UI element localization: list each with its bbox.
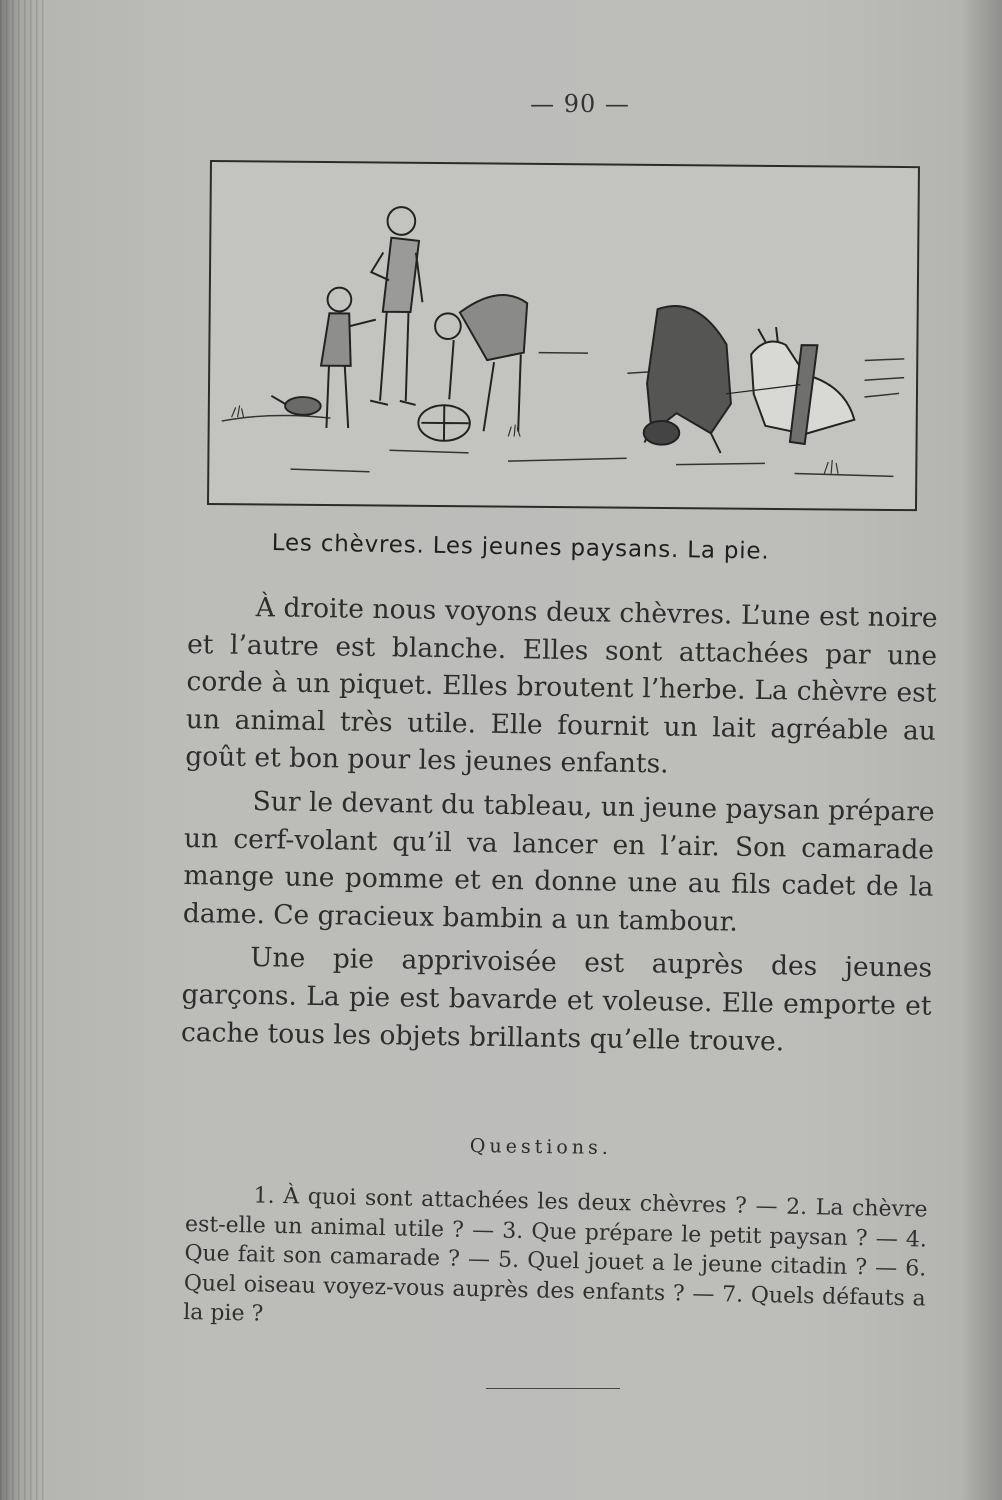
page-edge-shadow: [0, 0, 48, 1500]
questions-paragraph: 1. À quoi sont attachées les deux chèvres ? — 2. La chèvre est-elle un animal utile ? — 3. Que prépare le petit paysan ? — 4. Que fait son camarade ? — 5. Quel jouet a le jeune citadin ? — 6. Quel oiseau voyez-vous auprès des enfants ? — 7. Quels défauts a la pie ?: [182, 1183, 928, 1327]
paragraph-magpie: Une pie apprivoisée est auprès des jeunes garçons. La pie est bavarde et voleuse. Elle emporte et cache tous les objets brillants qu’elle trouve.: [180, 942, 933, 1057]
paragraph-kite: Sur le devant du tableau, un jeune paysan prépare un cerf-volant qu’il va lancer en l’air. Son camarade mange une pomme et en donne une au fils cadet de la dame. Ce gracieux bambin a un tambour.: [182, 786, 935, 938]
lesson-text: [181, 588, 938, 1069]
page-number: — 90 —: [530, 90, 630, 118]
goats-and-children-illustration: [209, 162, 918, 509]
questions-list: [183, 1180, 928, 1343]
questions-heading: Questions.: [469, 1135, 612, 1159]
end-divider: [486, 1388, 620, 1389]
illustration-frame: [207, 160, 920, 511]
illustration-caption: Les chèvres. Les jeunes paysans. La pie.: [271, 530, 770, 565]
paragraph-goats: À droite nous voyons deux chèvres. L’une est noire et l’autre est blanche. Elles sont attachées par une corde à un piquet. Elles broutent l’herbe. La chèvre est un animal très utile. Elle fournit un lait agréable au goût et bon pour les jeunes enfants.: [185, 592, 938, 780]
